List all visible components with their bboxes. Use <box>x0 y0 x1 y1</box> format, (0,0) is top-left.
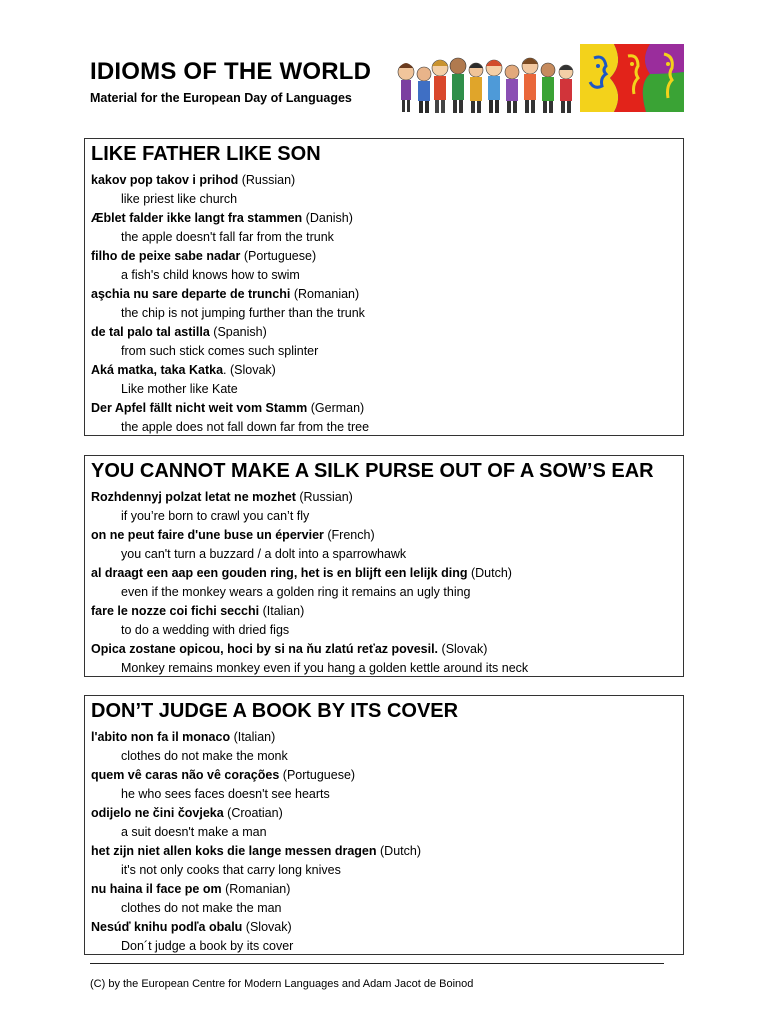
idiom-phrase: Rozhdennyj polzat letat ne mozhet <box>91 490 296 504</box>
idiom-phrase: Nesúď knihu podľa obalu <box>91 920 243 934</box>
idiom-phrase: on ne peut faire d'une buse un épervier <box>91 528 324 542</box>
idiom-entry <box>91 171 677 209</box>
idiom-phrase: Æblet falder ikke langt fra stammen <box>91 211 303 225</box>
idiom-entry <box>91 602 677 640</box>
footer-credit: (C) by the European Centre for Modern Languages and Adam Jacot de Boinod <box>90 978 474 990</box>
idiom-phrase: de tal palo tal astilla <box>91 325 210 339</box>
idiom-section-silk-purse <box>84 455 684 677</box>
idiom-phrase: Opica zostane opicou, hoci by si na ňu zlatú reťaz povesil. <box>91 642 439 656</box>
idiom-translation: it's not only cooks that carry long knives <box>121 863 341 877</box>
person-1 <box>398 63 414 112</box>
idiom-phrase: het zijn niet allen koks die lange messen dragen <box>91 844 377 858</box>
idiom-entry <box>91 323 677 361</box>
idiom-entry <box>91 728 677 766</box>
idiom-phrase: Der Apfel fällt nicht weit vom Stamm <box>91 401 308 415</box>
idiom-translation: to do a wedding with dried figs <box>121 623 290 637</box>
idiom-entry <box>91 804 677 842</box>
european-day-of-languages-logo <box>580 44 684 112</box>
idiom-entry <box>91 488 677 526</box>
idiom-translation: Monkey remains monkey even if you hang a golden kettle around its neck <box>121 661 529 675</box>
idiom-phrase: l'abito non fa il monaco <box>91 730 231 744</box>
idiom-phrase: fare le nozze coi fichi secchi <box>91 604 260 618</box>
idiom-phrase: filho de peixe sabe nadar <box>91 249 241 263</box>
idiom-entry <box>91 918 677 956</box>
idiom-translation: Don´t judge a book by its cover <box>121 939 294 953</box>
idiom-translation: if you’re born to crawl you can’t fly <box>121 509 310 523</box>
idiom-language: (Slovak) <box>441 642 488 656</box>
idiom-language: (Croatian) <box>227 806 283 820</box>
idiom-entry <box>91 399 677 437</box>
idiom-entry <box>91 842 677 880</box>
idiom-section-like-father <box>84 138 684 436</box>
idiom-translation: you can't turn a buzzard / a dolt into a sparrowhawk <box>121 547 407 561</box>
idiom-entry <box>91 564 677 602</box>
idiom-phrase: Aká matka, taka Katka <box>91 363 224 377</box>
idiom-language: (Romanian) <box>225 882 291 896</box>
idiom-phrase: nu haina il face pe om <box>91 882 222 896</box>
idiom-translation: clothes do not make the man <box>121 901 282 915</box>
idiom-phrase: al draagt een aap een gouden ring, het is en blijft een lelijk ding <box>91 566 468 580</box>
idiom-translation: a fish's child knows how to swim <box>121 268 300 282</box>
idiom-phrase: aşchia nu sare departe de trunchi <box>91 287 291 301</box>
idiom-language: (Portuguese) <box>282 768 356 782</box>
idiom-entry <box>91 209 677 247</box>
footer-divider <box>90 963 664 964</box>
idiom-language: (Italian) <box>233 730 276 744</box>
idiom-language: (Russian) <box>241 173 296 187</box>
person-3 <box>432 60 448 113</box>
idiom-language: (Italian) <box>262 604 305 618</box>
person-10 <box>559 65 573 113</box>
idiom-translation: like priest like church <box>121 192 238 206</box>
idiom-translation: he who sees faces doesn't see hearts <box>121 787 330 801</box>
idiom-translation: the chip is not jumping further than the trunk <box>121 306 365 320</box>
idiom-language: (Spanish) <box>213 325 267 339</box>
idiom-entry <box>91 361 677 399</box>
idiom-translation: even if the monkey wears a golden ring it remains an ugly thing <box>121 585 471 599</box>
idiom-translation: a suit doesn't make a man <box>121 825 267 839</box>
idiom-translation: from such stick comes such splinter <box>121 344 319 358</box>
idiom-phrase: quem vê caras não vê corações <box>91 768 280 782</box>
idiom-language: (Dutch) <box>380 844 421 858</box>
person-8 <box>522 58 538 113</box>
idiom-language: (Danish) <box>305 211 353 225</box>
idiom-phrase: kakov pop takov i prihod <box>91 173 239 187</box>
idiom-translation: clothes do not make the monk <box>121 749 288 763</box>
idiom-phrase: odijelo ne čini čovjeka <box>91 806 224 820</box>
idiom-language: (Dutch) <box>470 566 512 580</box>
idiom-entry <box>91 880 677 918</box>
idiom-entry <box>91 766 677 804</box>
idiom-language: (Slovak) <box>245 920 292 934</box>
idiom-language: (Russian) <box>299 490 353 504</box>
cartoon-people-illustration <box>396 52 576 116</box>
idiom-language: . (Slovak) <box>223 363 276 377</box>
section-title: DON’T JUDGE A BOOK BY ITS COVER <box>91 700 459 722</box>
page-subtitle: Material for the European Day of Languages <box>90 91 352 105</box>
idiom-language: (Romanian) <box>293 287 360 301</box>
idiom-section-book-cover <box>84 695 684 955</box>
idiom-language: (Portuguese) <box>243 249 317 263</box>
page-title: IDIOMS OF THE WORLD <box>90 58 372 85</box>
person-5 <box>469 63 483 113</box>
person-9 <box>541 63 555 113</box>
person-6 <box>486 60 502 113</box>
idiom-entry <box>91 285 677 323</box>
section-title: YOU CANNOT MAKE A SILK PURSE OUT OF A SOW’S EAR <box>91 460 654 482</box>
idiom-translation: the apple does not fall down far from the tree <box>121 420 370 434</box>
person-2 <box>417 67 431 113</box>
idiom-entry <box>91 640 677 678</box>
idiom-entry <box>91 526 677 564</box>
idiom-translation: Like mother like Kate <box>121 382 238 396</box>
idiom-language: (French) <box>327 528 375 542</box>
idiom-translation: the apple doesn't fall far from the trunk <box>121 230 334 244</box>
idiom-language: (German) <box>310 401 365 415</box>
idiom-entry <box>91 247 677 285</box>
person-7 <box>505 65 519 113</box>
section-title: LIKE FATHER LIKE SON <box>91 143 321 165</box>
person-4 <box>450 58 466 113</box>
